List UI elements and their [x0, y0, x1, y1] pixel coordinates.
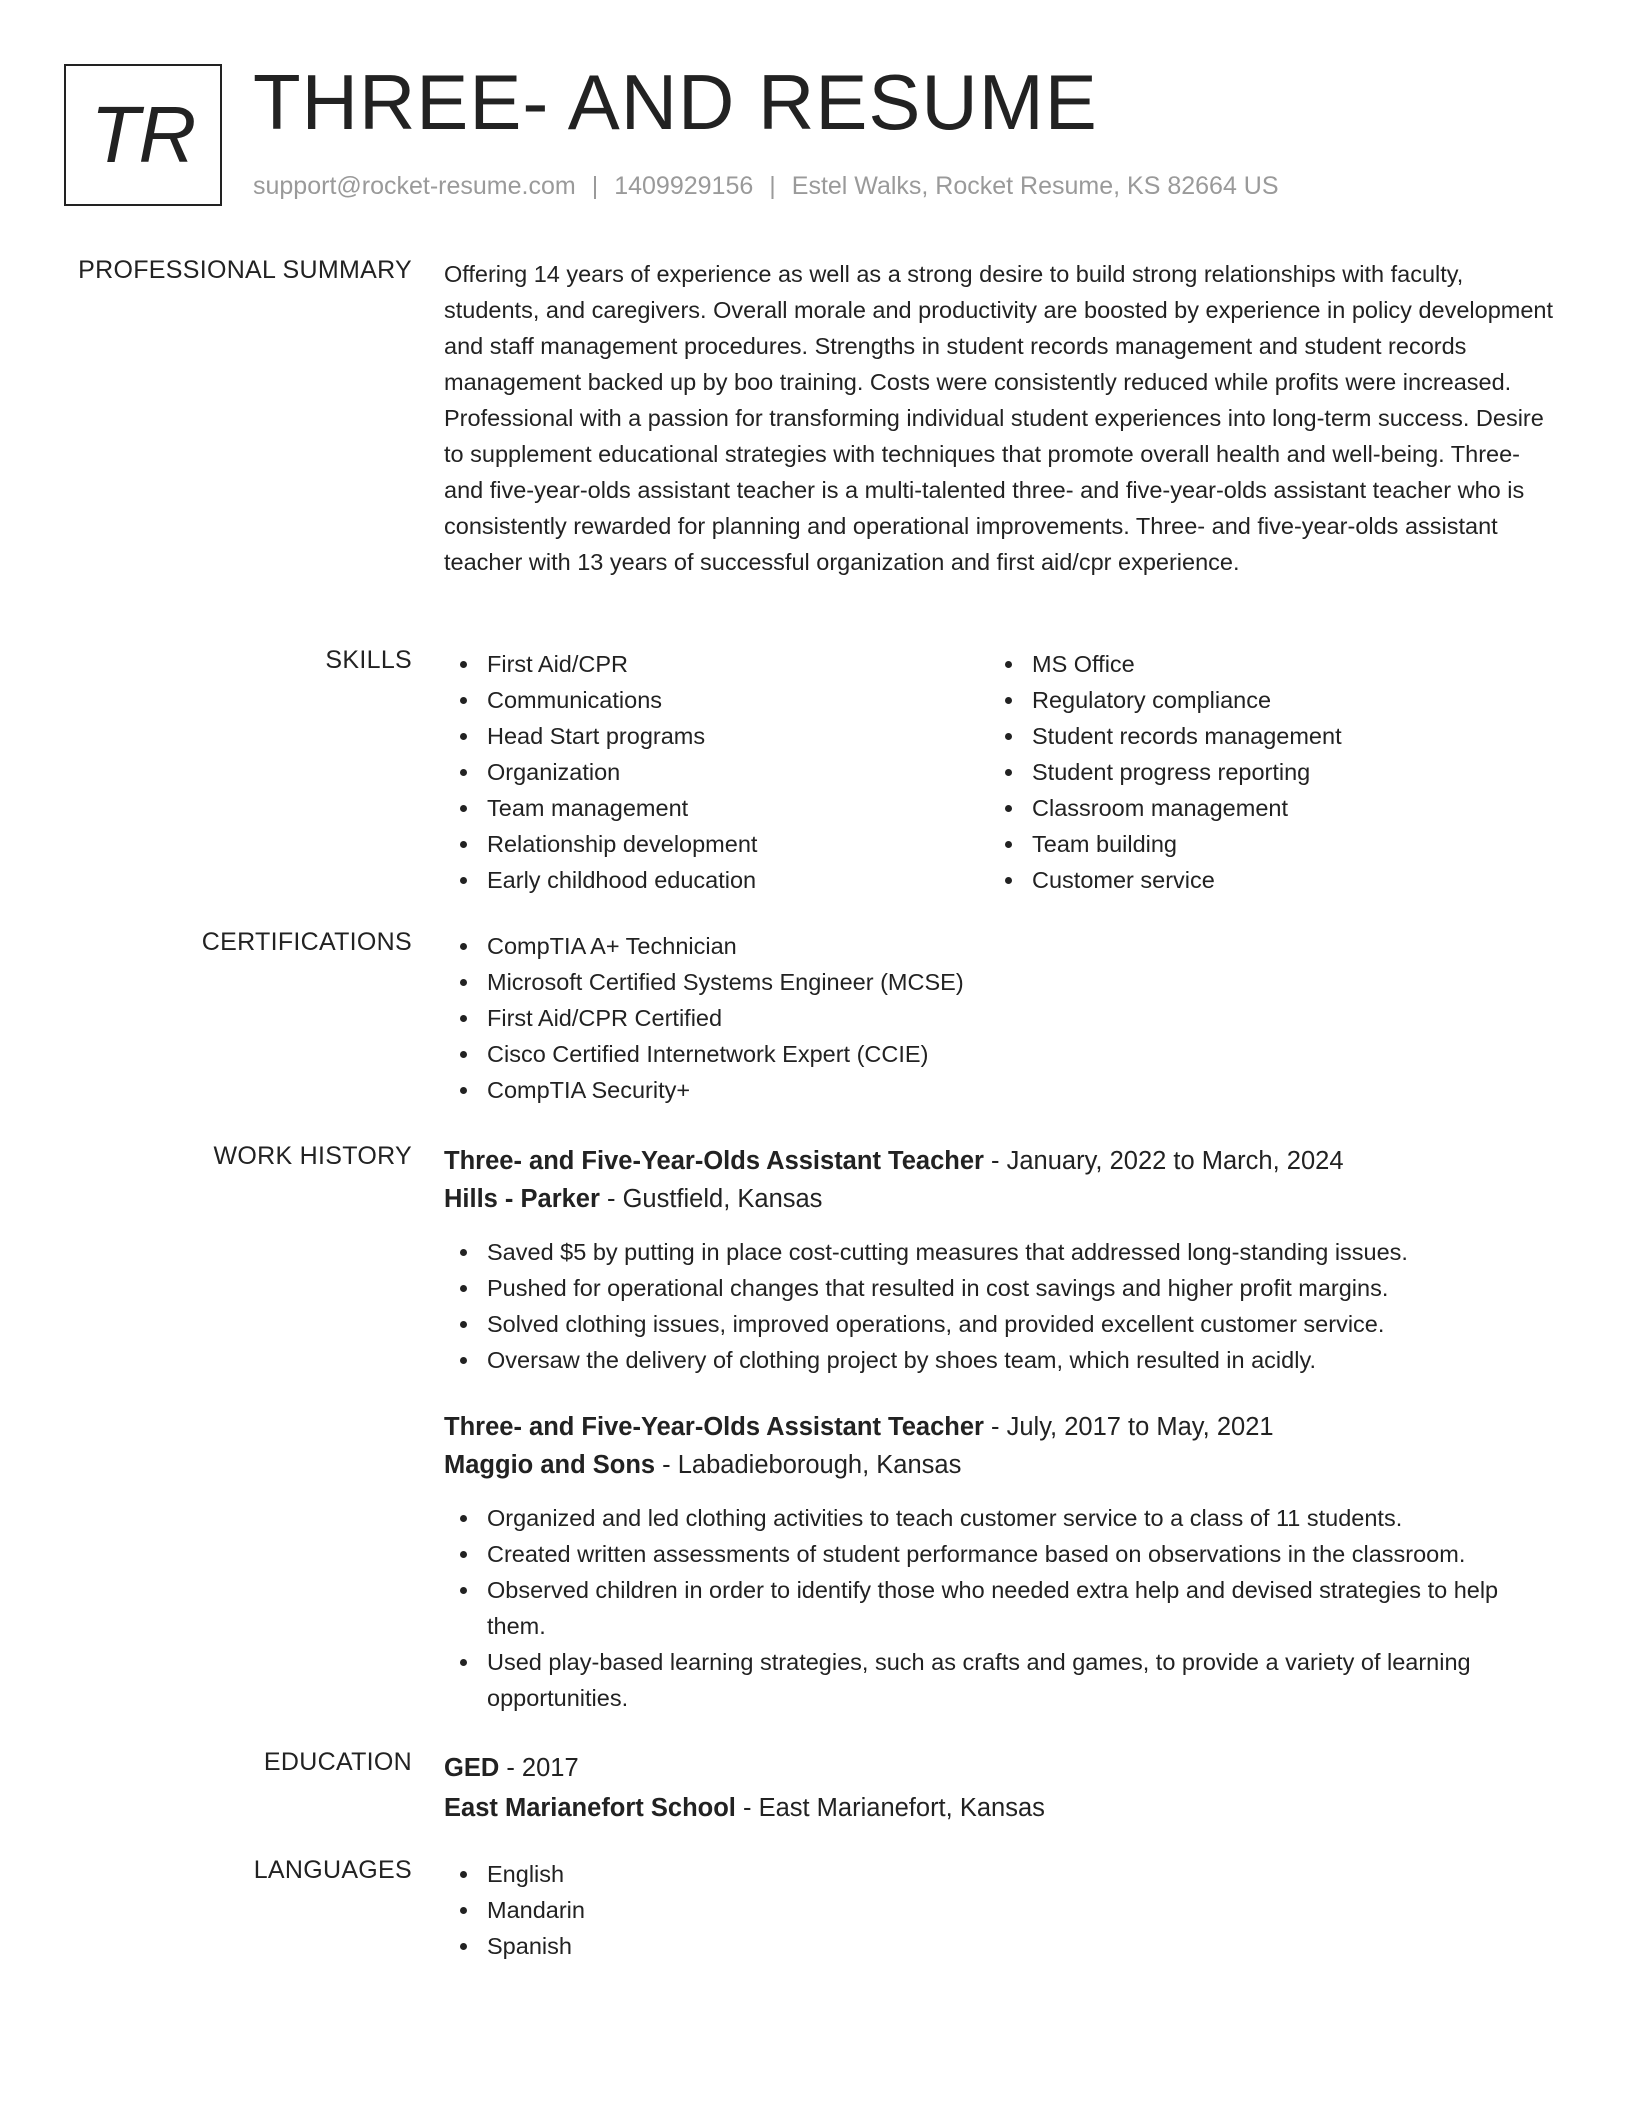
languages-list [444, 1856, 1560, 1964]
language-item: Mandarin [444, 1892, 1560, 1928]
certifications-list [444, 928, 1560, 1108]
job-duty: Organized and led clothing activities to teach customer service to a class of 11 students. [444, 1500, 1560, 1536]
job-duty: Solved clothing issues, improved operations, and provided excellent customer service. [444, 1306, 1560, 1342]
education-degree-line [444, 1748, 1560, 1788]
job-role: Three- and Five-Year-Olds Assistant Teacher [444, 1147, 984, 1175]
skill-item: Student records management [989, 718, 1534, 754]
monogram-badge [64, 64, 222, 206]
languages-body [444, 1856, 1560, 1964]
job-dates: - July, 2017 to May, 2021 [983, 1413, 1274, 1441]
language-item: Spanish [444, 1928, 1560, 1964]
summary-text: Offering 14 years of experience as well as a strong desire to build strong relationships with faculty, students, and caregivers. Overall morale and productivity are boosted by experience in policy development and staff management procedures. Strengths in student records management and student records management backed up by boo training. Costs were consistently reduced while profits were increased. Professional with a passion for transforming individual student experiences into long-term success. Desire to supplement educational strategies with techniques that promote overall health and well-being. Three- and five-year-olds assistant teacher is a multi-talented three- and five-year-olds assistant teacher who is consistently rewarded for planning and operational improvements. Three- and five-year-olds assistant teacher with 13 years of successful organization and first aid/cpr experience. [444, 261, 1554, 575]
contact-phone[interactable]: 1409929156 [614, 172, 754, 200]
education-school-line [444, 1788, 1560, 1828]
contact-separator: | [769, 172, 776, 200]
contact-email[interactable]: support@rocket-resume.com [253, 172, 576, 200]
education-year: - 2017 [499, 1754, 579, 1782]
skill-item: MS Office [989, 646, 1534, 682]
monogram-initials: TR [90, 90, 196, 179]
skill-item: Early childhood education [444, 862, 989, 898]
language-item: English [444, 1856, 1560, 1892]
job-location: - Labadieborough, Kansas [655, 1451, 962, 1479]
skill-item: Team building [989, 826, 1534, 862]
skill-item: Communications [444, 682, 989, 718]
job-employer-line [444, 1180, 1560, 1218]
job-duties-list [444, 1234, 1560, 1378]
skills-list-left [444, 646, 989, 898]
job-duty: Created written assessments of student performance based on observations in the classroom. [444, 1536, 1560, 1572]
job-duty: Observed children in order to identify those who needed extra help and devised strategies to help them. [444, 1572, 1560, 1644]
education-school: East Marianefort School [444, 1794, 736, 1822]
education-body [444, 1748, 1560, 1828]
education-degree: GED [444, 1754, 500, 1782]
job-duty: Used play-based learning strategies, such as crafts and games, to provide a variety of learning opportunities. [444, 1644, 1560, 1716]
resume-header [64, 58, 1564, 214]
skill-item: Customer service [989, 862, 1534, 898]
skill-item: Team management [444, 790, 989, 826]
contact-line [253, 172, 1279, 201]
certification-item: CompTIA Security+ [444, 1072, 1560, 1108]
skill-item: Organization [444, 754, 989, 790]
job-duty: Pushed for operational changes that resulted in cost savings and higher profit margins. [444, 1270, 1560, 1306]
section-title-certifications: CERTIFICATIONS [201, 928, 412, 956]
education-location: - East Marianefort, Kansas [735, 1794, 1045, 1822]
certifications-body [444, 928, 1560, 1108]
section-title-education: EDUCATION [263, 1748, 412, 1776]
job-employer: Maggio and Sons [444, 1451, 656, 1479]
skills-columns [444, 646, 1560, 898]
section-title-summary: PROFESSIONAL SUMMARY [78, 256, 412, 284]
job-duty: Oversaw the delivery of clothing project by shoes team, which resulted in acidly. [444, 1342, 1560, 1378]
certification-item: CompTIA A+ Technician [444, 928, 1560, 964]
skill-item: Head Start programs [444, 718, 989, 754]
job-role: Three- and Five-Year-Olds Assistant Teacher [444, 1413, 984, 1441]
skill-item: Regulatory compliance [989, 682, 1534, 718]
job-entry [444, 1142, 1560, 1378]
job-duties-list [444, 1500, 1560, 1716]
job-title-line [444, 1408, 1560, 1446]
job-employer-line [444, 1446, 1560, 1484]
skill-item: Classroom management [989, 790, 1534, 826]
certification-item: Microsoft Certified Systems Engineer (MCSE) [444, 964, 1560, 1000]
skill-item: Relationship development [444, 826, 989, 862]
summary-body [444, 256, 1560, 580]
certification-item: Cisco Certified Internetwork Expert (CCIE) [444, 1036, 1560, 1072]
job-duty: Saved $5 by putting in place cost-cutting measures that addressed long-standing issues. [444, 1234, 1560, 1270]
work-history-body [444, 1142, 1560, 1716]
skills-list-right [989, 646, 1534, 898]
certification-item: First Aid/CPR Certified [444, 1000, 1560, 1036]
job-dates: - January, 2022 to March, 2024 [983, 1147, 1344, 1175]
section-title-languages: LANGUAGES [253, 1856, 412, 1884]
contact-separator: | [591, 172, 599, 200]
section-title-skills: SKILLS [325, 646, 412, 674]
section-title-work-history: WORK HISTORY [213, 1142, 412, 1170]
job-employer: Hills - Parker [444, 1185, 600, 1213]
skill-item: Student progress reporting [989, 754, 1534, 790]
job-entry [444, 1408, 1560, 1716]
skill-item: First Aid/CPR [444, 646, 989, 682]
job-title-line [444, 1142, 1560, 1180]
candidate-name: THREE- AND RESUME [253, 58, 1098, 146]
contact-address: Estel Walks, Rocket Resume, KS 82664 US [791, 172, 1279, 200]
job-location: - Gustfield, Kansas [599, 1185, 823, 1213]
